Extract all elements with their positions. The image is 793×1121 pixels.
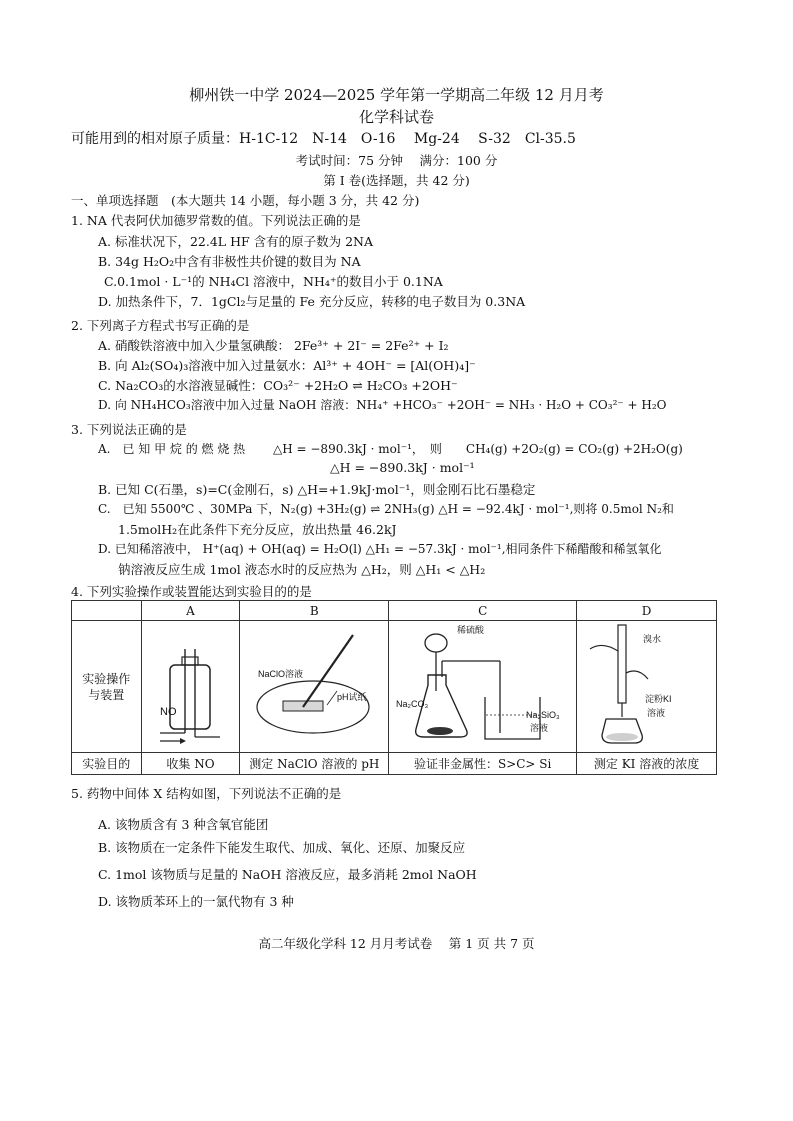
q3-option-c-line1: C. 已知 5500℃ 、30MPa 下，N₂(g) +3H₂(g) ⇌ 2NH₃(g) △H = −92.4kJ · mol⁻¹,则将 0.5mol N₂和 — [98, 502, 674, 516]
q5-option-a: A. 该物质含有 3 种含氧官能团 — [98, 817, 269, 832]
col-header-d: D — [577, 601, 717, 621]
purpose-a: 收集 NO — [141, 753, 240, 775]
label-solution-c: 溶液 — [530, 723, 549, 733]
row-label-apparatus: 实验操作与装置 — [72, 621, 142, 753]
q3-option-a-line1: A. 已 知 甲 烷 的 燃 烧 热 △H = −890.3kJ · mol⁻¹， 则 CH₄(g) +2O₂(g) = CO₂(g) +2H₂O(g) — [98, 442, 683, 456]
exam-subtitle: 化学科试卷 — [358, 108, 434, 126]
q1-option-c: C.0.1mol · L⁻¹的 NH₄Cl 溶液中，NH₄⁺的数目小于 0.1NA — [104, 274, 443, 289]
q1-option-a: A. 标准状况下，22.4L HF 含有的原子数为 2NA — [98, 234, 374, 249]
q1-stem: 1. NA 代表阿伏加德罗常数的值。下列说法正确的是 — [71, 213, 361, 228]
q5-option-b: B. 该物质在一定条件下能发生取代、加成、氧化、还原、加聚反应 — [98, 840, 466, 855]
apparatus-b — [240, 621, 389, 753]
apparatus-a — [141, 621, 240, 753]
col-header-b: B — [240, 601, 389, 621]
q3-option-d-line2: 钠溶液反应生成 1mol 液态水时的反应热为 △H₂，则 △H₁ < △H₂ — [118, 562, 486, 577]
label-ph-paper: pH试纸 — [337, 692, 367, 702]
q3-option-a-line2: △H = −890.3kJ · mol⁻¹ — [330, 460, 475, 475]
q1-option-d: D. 加热条件下，7．1gCl₂与足量的 Fe 充分反应，转移的电子数目为 0.3NA — [98, 294, 526, 309]
q2-option-c: C. Na₂CO₃的水溶液显碱性：CO₃²⁻ +2H₂O ⇌ H₂CO₃ +2OH⁻ — [98, 378, 458, 393]
exam-title: 柳州铁一中学 2024—2025 学年第一学期高二年级 12 月月考 — [189, 86, 604, 104]
q1-option-b: B. 34g H₂O₂中含有非极性共价键的数目为 NA — [98, 254, 361, 269]
section-heading: 一、单项选择题 (本大题共 14 小题，每小题 3 分，共 42 分) — [71, 193, 420, 208]
q2-option-b: B. 向 Al₂(SO₄)₃溶液中加入过量氨水：Al³⁺ + 4OH⁻ = [Al(OH)₄]⁻ — [98, 358, 476, 373]
q3-option-c-line2: 1.5molH₂在此条件下充分反应，放出热量 46.2kJ — [118, 522, 397, 537]
table-corner — [72, 601, 142, 621]
q3-option-b: B. 已知 C(石墨，s)=C(金刚石，s) △H=+1.9kJ·mol⁻¹，则金刚石比石墨稳定 — [98, 482, 536, 497]
q3-stem: 3. 下列说法正确的是 — [71, 422, 187, 437]
q4-stem: 4. 下列实验操作或装置能达到实验目的的是 — [71, 584, 312, 599]
q2-stem: 2. 下列离子方程式书写正确的是 — [71, 318, 250, 333]
label-na2sio3: Na₂SiO₃ — [526, 710, 560, 720]
label-naclo: NaClO溶液 — [258, 669, 304, 679]
q5-stem: 5. 药物中间体 X 结构如图，下列说法不正确的是 — [71, 786, 342, 801]
q2-option-d: D. 向 NH₄HCO₃溶液中加入过量 NaOH 溶液：NH₄⁺ +HCO₃⁻ +2OH⁻ = NH₃ · H₂O + CO₃²⁻ + H₂O — [98, 398, 667, 412]
ph-paper-icon — [241, 621, 387, 749]
gas-collection-bottle-icon — [142, 621, 238, 749]
page-footer: 高二年级化学科 12 月月考试卷 第 1 页 共 7 页 — [258, 936, 535, 951]
row-label-purpose: 实验目的 — [72, 753, 142, 775]
col-header-c: C — [389, 601, 577, 621]
apparatus-c — [389, 621, 577, 753]
label-solution-d: 溶液 — [647, 708, 666, 718]
q2-option-a: A. 硝酸铁溶液中加入少量氢碘酸： 2Fe³⁺ + 2I⁻ = 2Fe²⁺ + I₂ — [98, 338, 449, 353]
label-bromine-water: 溴水 — [643, 634, 662, 644]
exam-info: 考试时间：75 分钟 满分：100 分 — [295, 153, 498, 168]
label-starch-ki: 淀粉KI — [645, 694, 672, 704]
purpose-c: 验证非金属性：S>C> Si — [389, 753, 577, 775]
q5-option-d: D. 该物质苯环上的一氯代物有 3 种 — [98, 894, 294, 909]
volume-heading: 第 I 卷(选择题，共 42 分) — [323, 173, 470, 188]
q3-option-d-line1: D. 已知稀溶液中， H⁺(aq) + OH(aq) = H₂O(l) △H₁ = −57.3kJ · mol⁻¹,相同条件下稀醋酸和稀氢氧化 — [98, 542, 662, 556]
label-no: NO — [160, 706, 177, 718]
purpose-d: 测定 KI 溶液的浓度 — [577, 753, 717, 775]
col-header-a: A — [141, 601, 240, 621]
label-dilute-sulfuric-acid: 稀硫酸 — [457, 625, 485, 635]
experiment-table — [71, 600, 717, 775]
q5-option-c: C. 1mol 该物质与足量的 NaOH 溶液反应，最多消耗 2mol NaOH — [98, 867, 477, 882]
purpose-b: 测定 NaClO 溶液的 pH — [240, 753, 389, 775]
atomic-masses: 可能用到的相对原子质量：H-1C-12 N-14 O-16 Mg-24 S-32 Cl-35.5 — [71, 131, 576, 147]
label-na2co3: Na₂CO₃ — [396, 699, 429, 709]
